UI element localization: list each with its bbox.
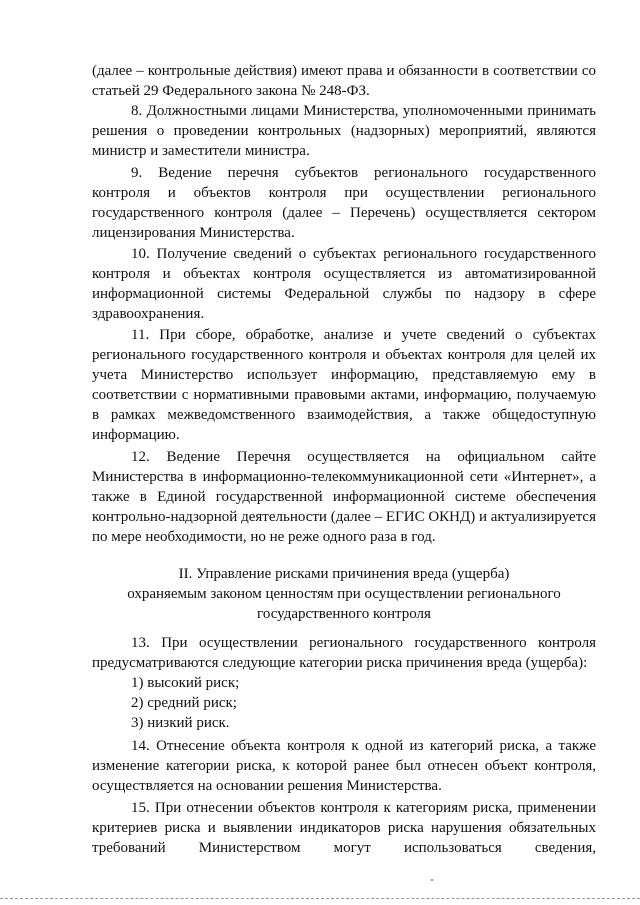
text-line: информационной системы Федеральной службы по надзору в сфере: [92, 286, 596, 302]
paragraph-15-start: 15. При отнесении объектов контроля к категориям риска, применении: [131, 800, 596, 816]
text-line: лицензирования Министерства.: [92, 225, 295, 241]
text-line: также в Единой государственной информационной системе обеспечения: [92, 489, 596, 505]
text-line: Министерства в информационно-телекоммуникационной сети «Интернет», а: [92, 469, 596, 485]
text-line: требований Министерством могут использоваться сведения,: [92, 840, 596, 856]
section-heading: II. Управление рисками причинения вреда (ущерба): [178, 566, 510, 582]
paragraph-11-start: 11. При сборе, обработке, анализе и учете сведений о субъектах: [131, 327, 596, 343]
text-line: контроля и объектов контроля при осуществлении регионального: [92, 185, 596, 201]
text-line: осуществляется на основании решения Министерства.: [92, 778, 442, 794]
text-line: изменение категории риска, к которой ранее был отнесен объект контроля,: [92, 758, 596, 774]
text-line: (далее – контрольные действия) имеют права и обязанности в соответствии со: [92, 63, 596, 79]
text-line: статьей 29 Федерального закона № 248-ФЗ.: [92, 83, 370, 99]
scan-edge-line: [0, 898, 640, 899]
scan-speck: [431, 879, 433, 881]
text-line: предусматриваются следующие категории риска причинения вреда (ущерба):: [92, 655, 588, 671]
section-heading: государственного контроля: [257, 606, 431, 622]
paragraph-10-start: 10. Получение сведений о субъектах регионального государственного: [131, 246, 596, 262]
text-line: критериев риска и выявлении индикаторов риска нарушения обязательных: [92, 820, 596, 836]
list-item: 1) высокий риск;: [131, 675, 240, 691]
text-line: в рамках межведомственного взаимодействия, а также общедоступную: [92, 407, 596, 423]
text-line: регионального государственного контроля и объектах контроля для целей их: [92, 347, 596, 363]
text-line: государственного контроля (далее – Перечень) осуществляется сектором: [92, 205, 596, 221]
text-line: министр и заместители министра.: [92, 143, 310, 159]
text-line: по мере необходимости, но не реже одного раза в год.: [92, 529, 436, 545]
text-line: соответствии с нормативными правовыми актами, информацию, получаемую: [92, 387, 596, 403]
list-item: 3) низкий риск.: [131, 715, 230, 731]
paragraph-14-start: 14. Отнесение объекта контроля к одной из категорий риска, а также: [131, 738, 596, 754]
text-line: контрольно-надзорной деятельности (далее – ЕГИС ОКНД) и актуализируется: [92, 509, 596, 525]
paragraph-8-start: 8. Должностными лицами Министерства, уполномоченными принимать: [131, 103, 596, 119]
text-line: контроля и объектах контроля осуществляется из автоматизированной: [92, 266, 596, 282]
text-line: учета Министерство использует информацию, представляемую ему в: [92, 367, 596, 383]
section-heading: охраняемым законом ценностям при осуществлении регионального: [127, 586, 561, 602]
paragraph-9-start: 9. Ведение перечня субъектов регионального государственного: [131, 165, 596, 181]
list-item: 2) средний риск;: [131, 695, 237, 711]
paragraph-12-start: 12. Ведение Перечня осуществляется на официальном сайте: [131, 449, 596, 465]
text-line: информацию.: [92, 427, 180, 443]
paragraph-13-start: 13. При осуществлении регионального государственного контроля: [131, 635, 596, 651]
text-line: решения о проведении контрольных (надзорных) мероприятий, являются: [92, 123, 596, 139]
text-line: здравоохранения.: [92, 306, 205, 322]
